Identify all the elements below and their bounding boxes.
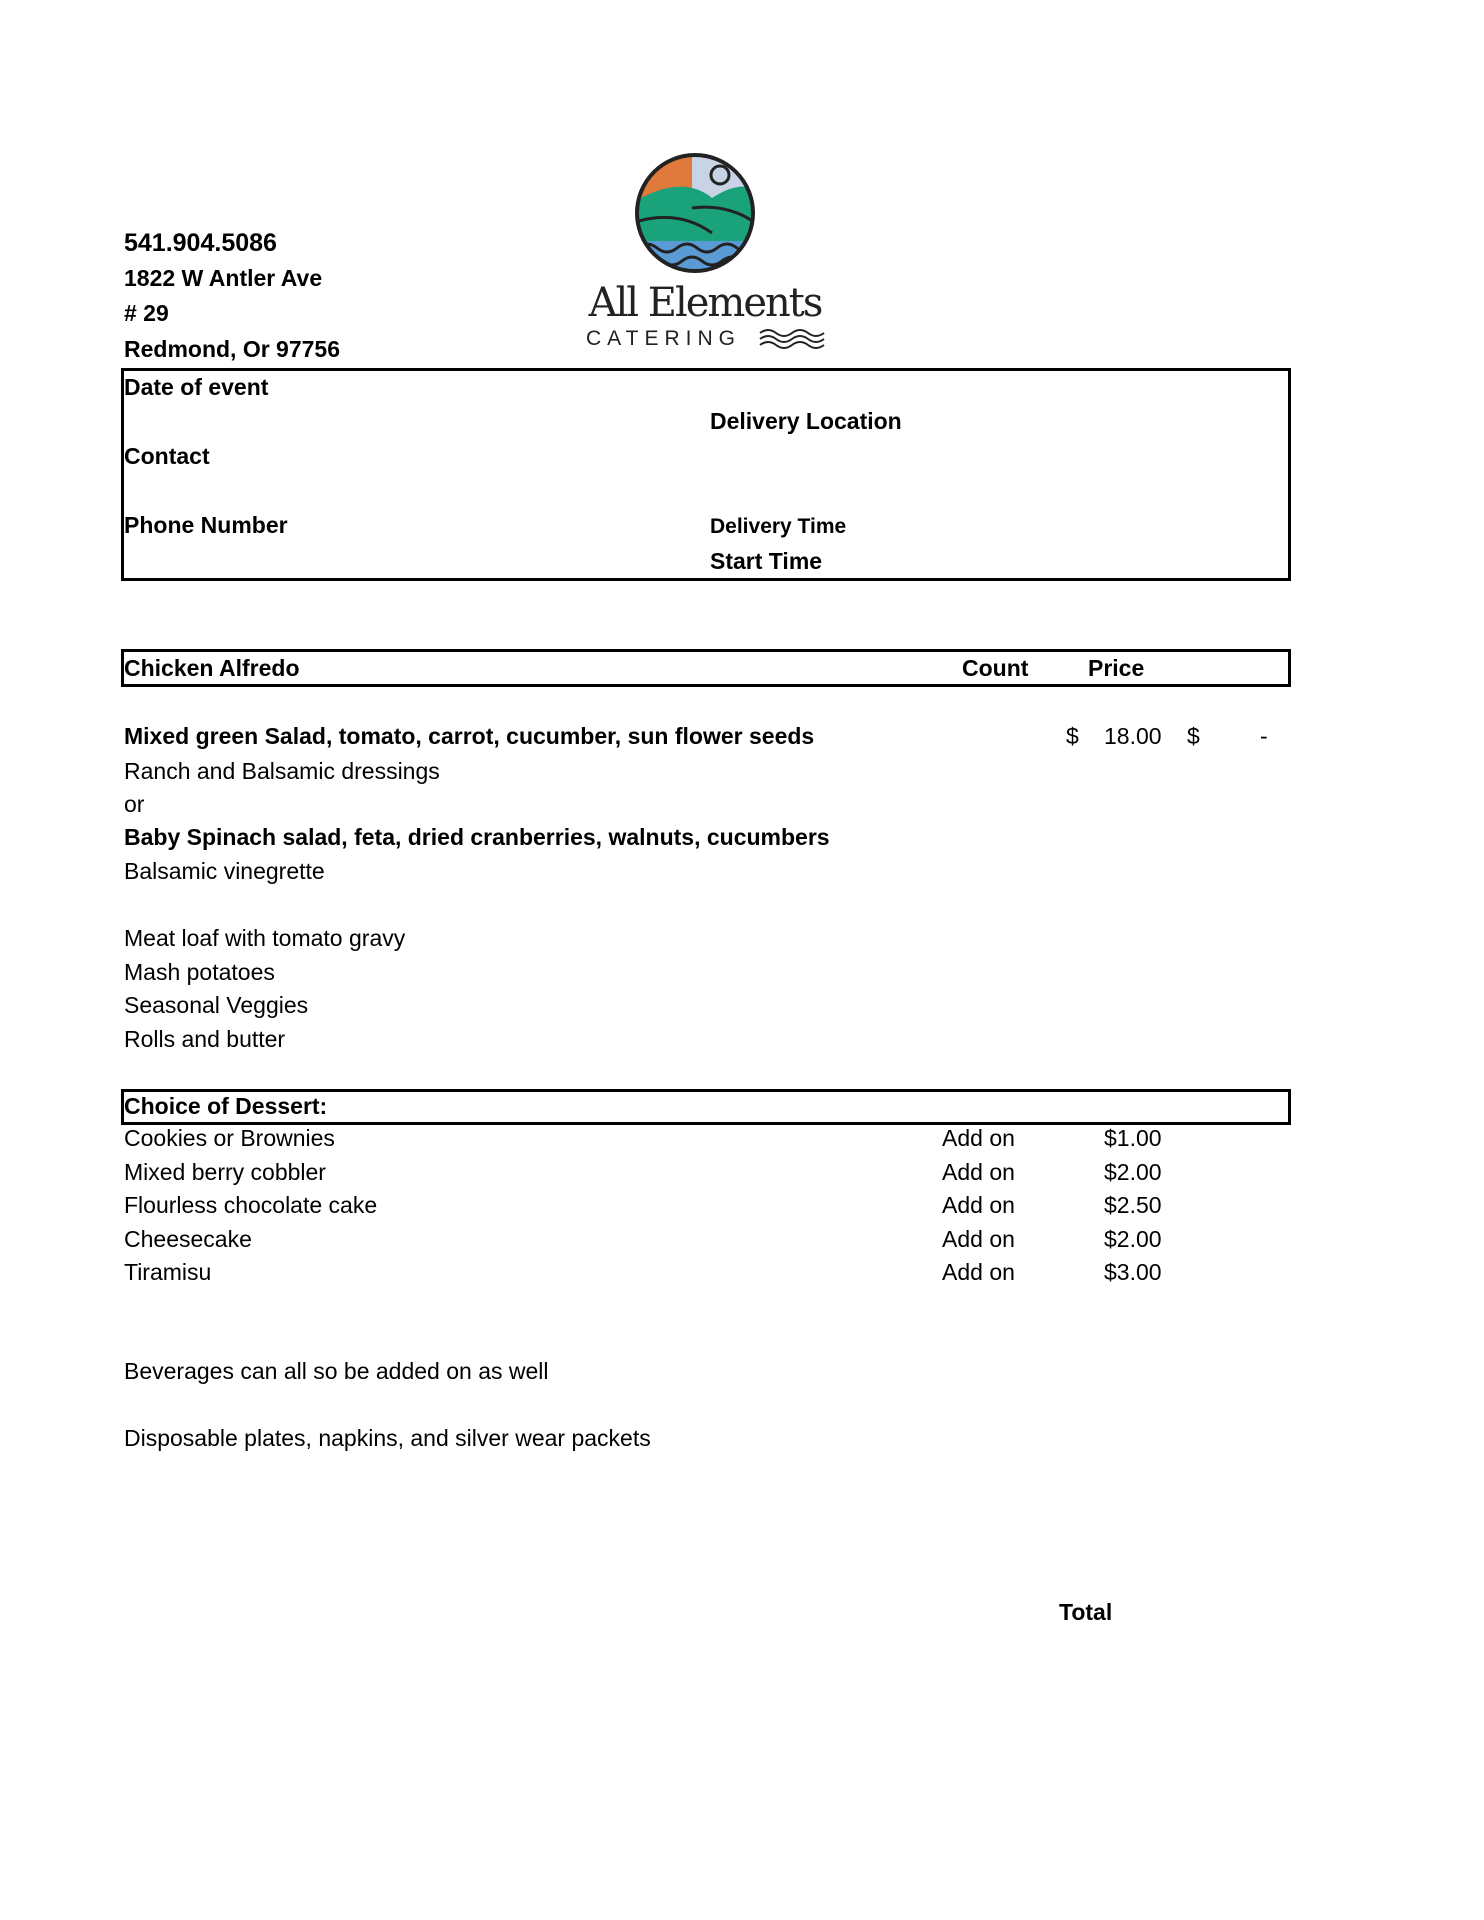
dessert-title: Choice of Dessert:	[124, 1093, 328, 1119]
start-time-label: Start Time	[710, 548, 823, 574]
contact-label: Contact	[124, 443, 210, 469]
dessert-tag: Add on	[942, 1159, 1015, 1185]
dessert-price: $3.00	[1104, 1259, 1162, 1285]
company-address-line1: 1822 W Antler Ave	[124, 265, 323, 291]
price-currency: $	[1066, 723, 1079, 749]
total-label: Total	[1059, 1599, 1113, 1625]
price-header: Price	[1088, 655, 1145, 681]
company-address-line3: Redmond, Or 97756	[124, 336, 341, 362]
dessert-tag: Add on	[942, 1192, 1015, 1218]
date-of-event-label: Date of event	[124, 374, 269, 400]
beverages-note: Beverages can all so be added on as well	[124, 1358, 549, 1384]
menu-item: Mash potatoes	[124, 959, 275, 985]
salad-option-1: Mixed green Salad, tomato, carrot, cucumber, sun flower seeds	[124, 723, 815, 749]
company-address-line2: # 29	[124, 300, 169, 326]
logo-subtitle: CATERING	[586, 327, 741, 350]
dessert-tag: Add on	[942, 1226, 1015, 1252]
delivery-location-label: Delivery Location	[710, 408, 902, 434]
dessert-name: Tiramisu	[124, 1259, 212, 1285]
dessert-price: $2.00	[1104, 1159, 1162, 1185]
phone-number-label: Phone Number	[124, 512, 288, 538]
dessert-name: Cheesecake	[124, 1226, 252, 1252]
count-header: Count	[962, 655, 1029, 681]
logo-emblem-icon	[582, 153, 828, 283]
delivery-time-label: Delivery Time	[710, 515, 847, 538]
dessert-name: Mixed berry cobbler	[124, 1159, 326, 1185]
line-total-currency: $	[1187, 723, 1200, 749]
event-details-box	[121, 368, 1291, 581]
salad-option-1-dressing: Ranch and Balsamic dressings	[124, 758, 440, 784]
logo-name: All Elements	[588, 280, 822, 326]
menu-item: Rolls and butter	[124, 1026, 286, 1052]
salad-option-2-dressing: Balsamic vinegrette	[124, 858, 325, 884]
dessert-price: $2.00	[1104, 1226, 1162, 1252]
dessert-name: Flourless chocolate cake	[124, 1192, 378, 1218]
disposables-note: Disposable plates, napkins, and silver wear packets	[124, 1425, 651, 1451]
company-logo	[582, 153, 828, 353]
dessert-tag: Add on	[942, 1259, 1015, 1285]
dessert-price: $2.50	[1104, 1192, 1162, 1218]
price-value: 18.00	[1104, 723, 1162, 749]
dessert-name: Cookies or Brownies	[124, 1125, 335, 1151]
logo-waves-icon	[758, 327, 826, 349]
menu-item: Seasonal Veggies	[124, 992, 309, 1018]
dessert-tag: Add on	[942, 1125, 1015, 1151]
company-phone: 541.904.5086	[124, 229, 277, 257]
menu-item: Meat loaf with tomato gravy	[124, 925, 406, 951]
menu-title: Chicken Alfredo	[124, 655, 300, 681]
dessert-price: $1.00	[1104, 1125, 1162, 1151]
salad-option-2: Baby Spinach salad, feta, dried cranberries, walnuts, cucumbers	[124, 824, 830, 850]
or-text: or	[124, 791, 145, 817]
line-total-value: -	[1260, 723, 1268, 749]
